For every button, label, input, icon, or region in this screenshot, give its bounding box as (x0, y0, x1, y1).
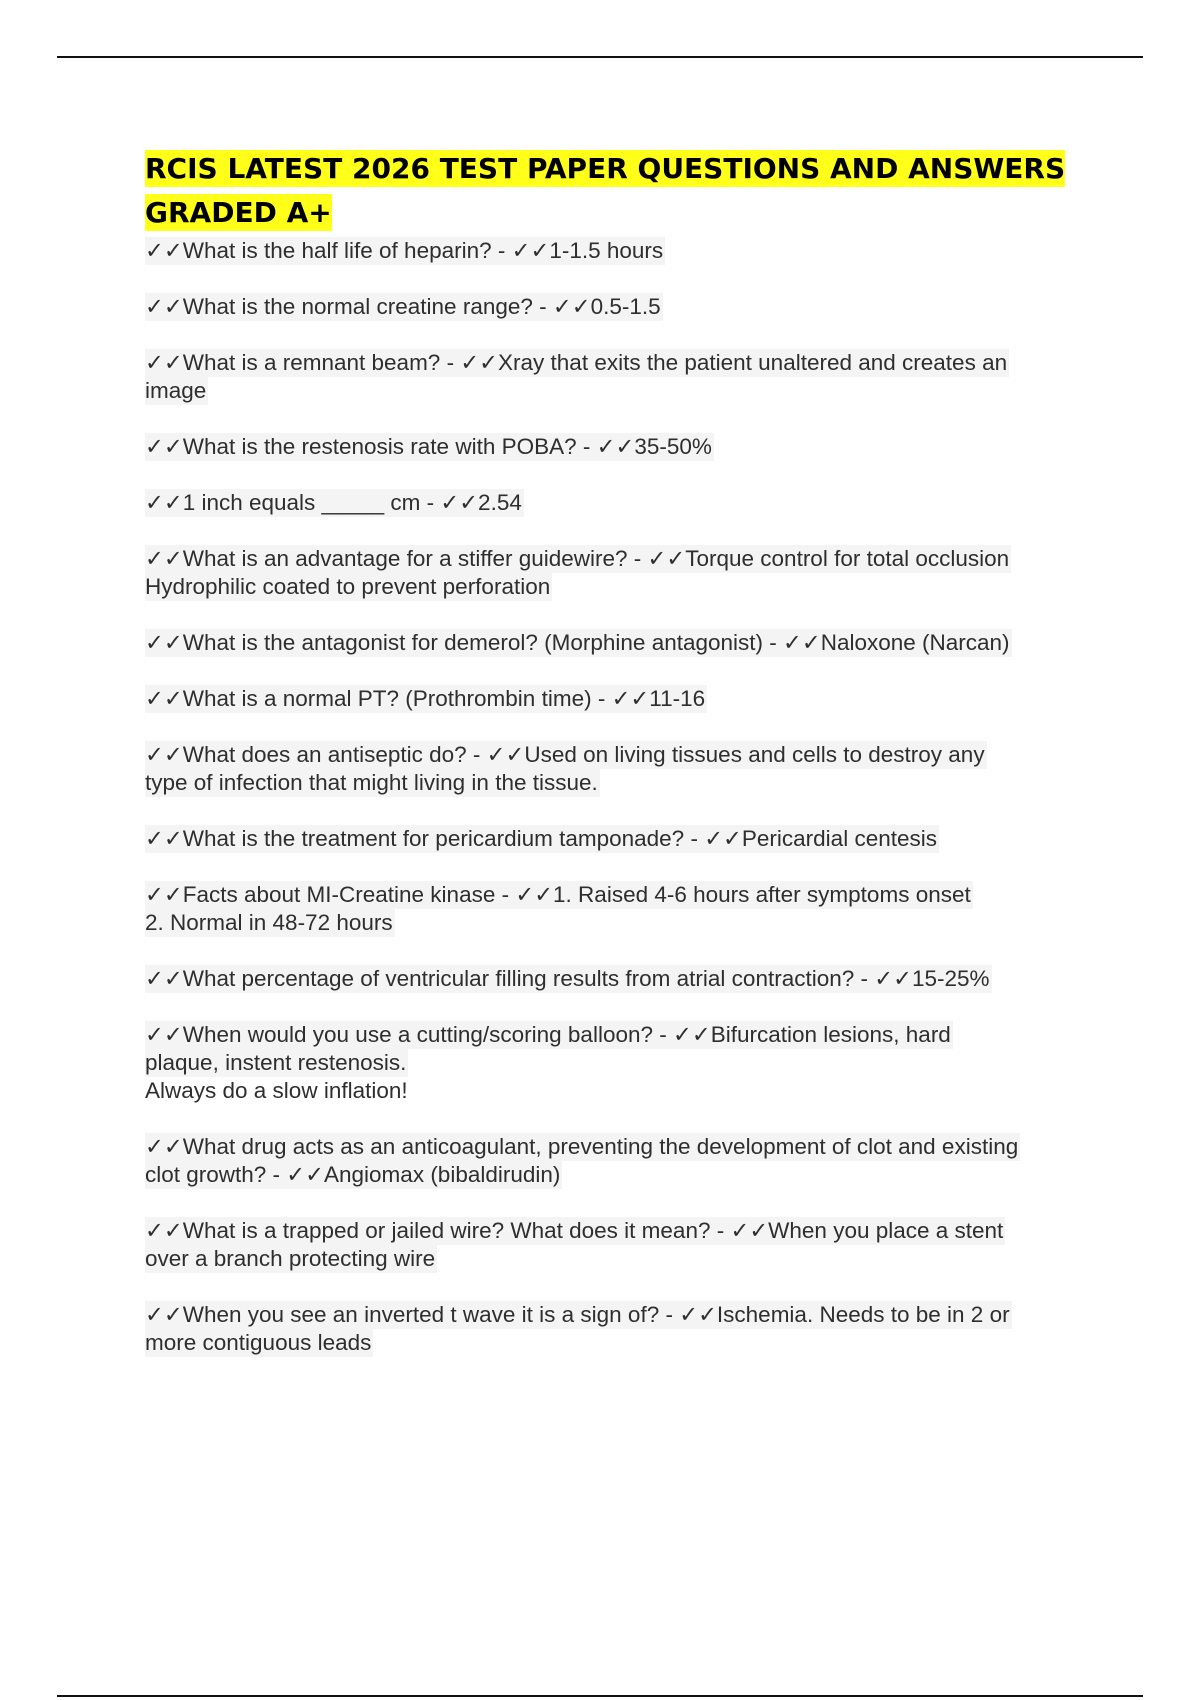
qa-item (145, 629, 1085, 657)
qa-line: ✓✓What is the normal creatine range? - ✓✓0.5-1.5 (145, 294, 661, 319)
qa-line: image (145, 378, 207, 403)
qa-item (145, 965, 1085, 993)
qa-item (145, 433, 1085, 461)
qa-item (145, 545, 1085, 601)
qa-line: ✓✓What is the treatment for pericardium tamponade? - ✓✓Pericardial centesis (145, 826, 937, 851)
qa-item (145, 489, 1085, 517)
qa-line: ✓✓1 inch equals _____ cm - ✓✓2.54 (145, 490, 522, 515)
bottom-rule (57, 1695, 1143, 1697)
document-title (145, 147, 1085, 235)
qa-item (145, 237, 1085, 265)
qa-line: ✓✓What does an antiseptic do? - ✓✓Used on living tissues and cells to destroy any (145, 742, 985, 767)
qa-line: plaque, instent restenosis. (145, 1050, 407, 1075)
qa-line: ✓✓What drug acts as an anticoagulant, preventing the development of clot and existing (145, 1134, 1019, 1159)
title-highlight (145, 150, 1065, 231)
qa-item (145, 349, 1085, 405)
title-line-2: GRADED A+ (145, 196, 332, 229)
qa-item (145, 685, 1085, 713)
qa-line: more contiguous leads (145, 1330, 372, 1355)
qa-line: Hydrophilic coated to prevent perforation (145, 574, 551, 599)
qa-item (145, 293, 1085, 321)
qa-line: ✓✓What is an advantage for a stiffer guidewire? - ✓✓Torque control for total occlusion (145, 546, 1010, 571)
qa-line: ✓✓What is a normal PT? (Prothrombin time) - ✓✓11-16 (145, 686, 706, 711)
qa-line: ✓✓When would you use a cutting/scoring balloon? - ✓✓Bifurcation lesions, hard (145, 1022, 951, 1047)
top-rule (57, 56, 1143, 58)
qa-line: ✓✓What is a remnant beam? - ✓✓Xray that exits the patient unaltered and creates an (145, 350, 1008, 375)
qa-item (145, 825, 1085, 853)
qa-item (145, 741, 1085, 797)
qa-line: ✓✓What is the restenosis rate with POBA? - ✓✓35-50% (145, 434, 712, 459)
qa-item (145, 881, 1085, 937)
qa-line: clot growth? - ✓✓Angiomax (bibaldirudin) (145, 1162, 561, 1187)
qa-line: ✓✓What percentage of ventricular filling results from atrial contraction? - ✓✓15-25% (145, 966, 990, 991)
qa-line: type of infection that might living in the tissue. (145, 770, 598, 795)
qa-list (145, 237, 1085, 1357)
qa-line: ✓✓When you see an inverted t wave it is a sign of? - ✓✓Ischemia. Needs to be in 2 or (145, 1302, 1010, 1327)
qa-line: Always do a slow inflation! (145, 1078, 408, 1103)
qa-item (145, 1301, 1085, 1357)
qa-line: ✓✓What is a trapped or jailed wire? What does it mean? - ✓✓When you place a stent (145, 1218, 1004, 1243)
title-line-1: RCIS LATEST 2026 TEST PAPER QUESTIONS AND ANSWERS (145, 152, 1066, 185)
qa-item (145, 1133, 1085, 1189)
qa-item (145, 1021, 1085, 1105)
qa-item (145, 1217, 1085, 1273)
qa-line: over a branch protecting wire (145, 1246, 436, 1271)
qa-line: 2. Normal in 48-72 hours (145, 910, 393, 935)
document-body (145, 147, 1085, 1385)
qa-line: ✓✓Facts about MI-Creatine kinase - ✓✓1. Raised 4-6 hours after symptoms onset (145, 882, 971, 907)
qa-line: ✓✓What is the half life of heparin? - ✓✓1-1.5 hours (145, 238, 664, 263)
qa-line: ✓✓What is the antagonist for demerol? (Morphine antagonist) - ✓✓Naloxone (Narcan) (145, 630, 1010, 655)
